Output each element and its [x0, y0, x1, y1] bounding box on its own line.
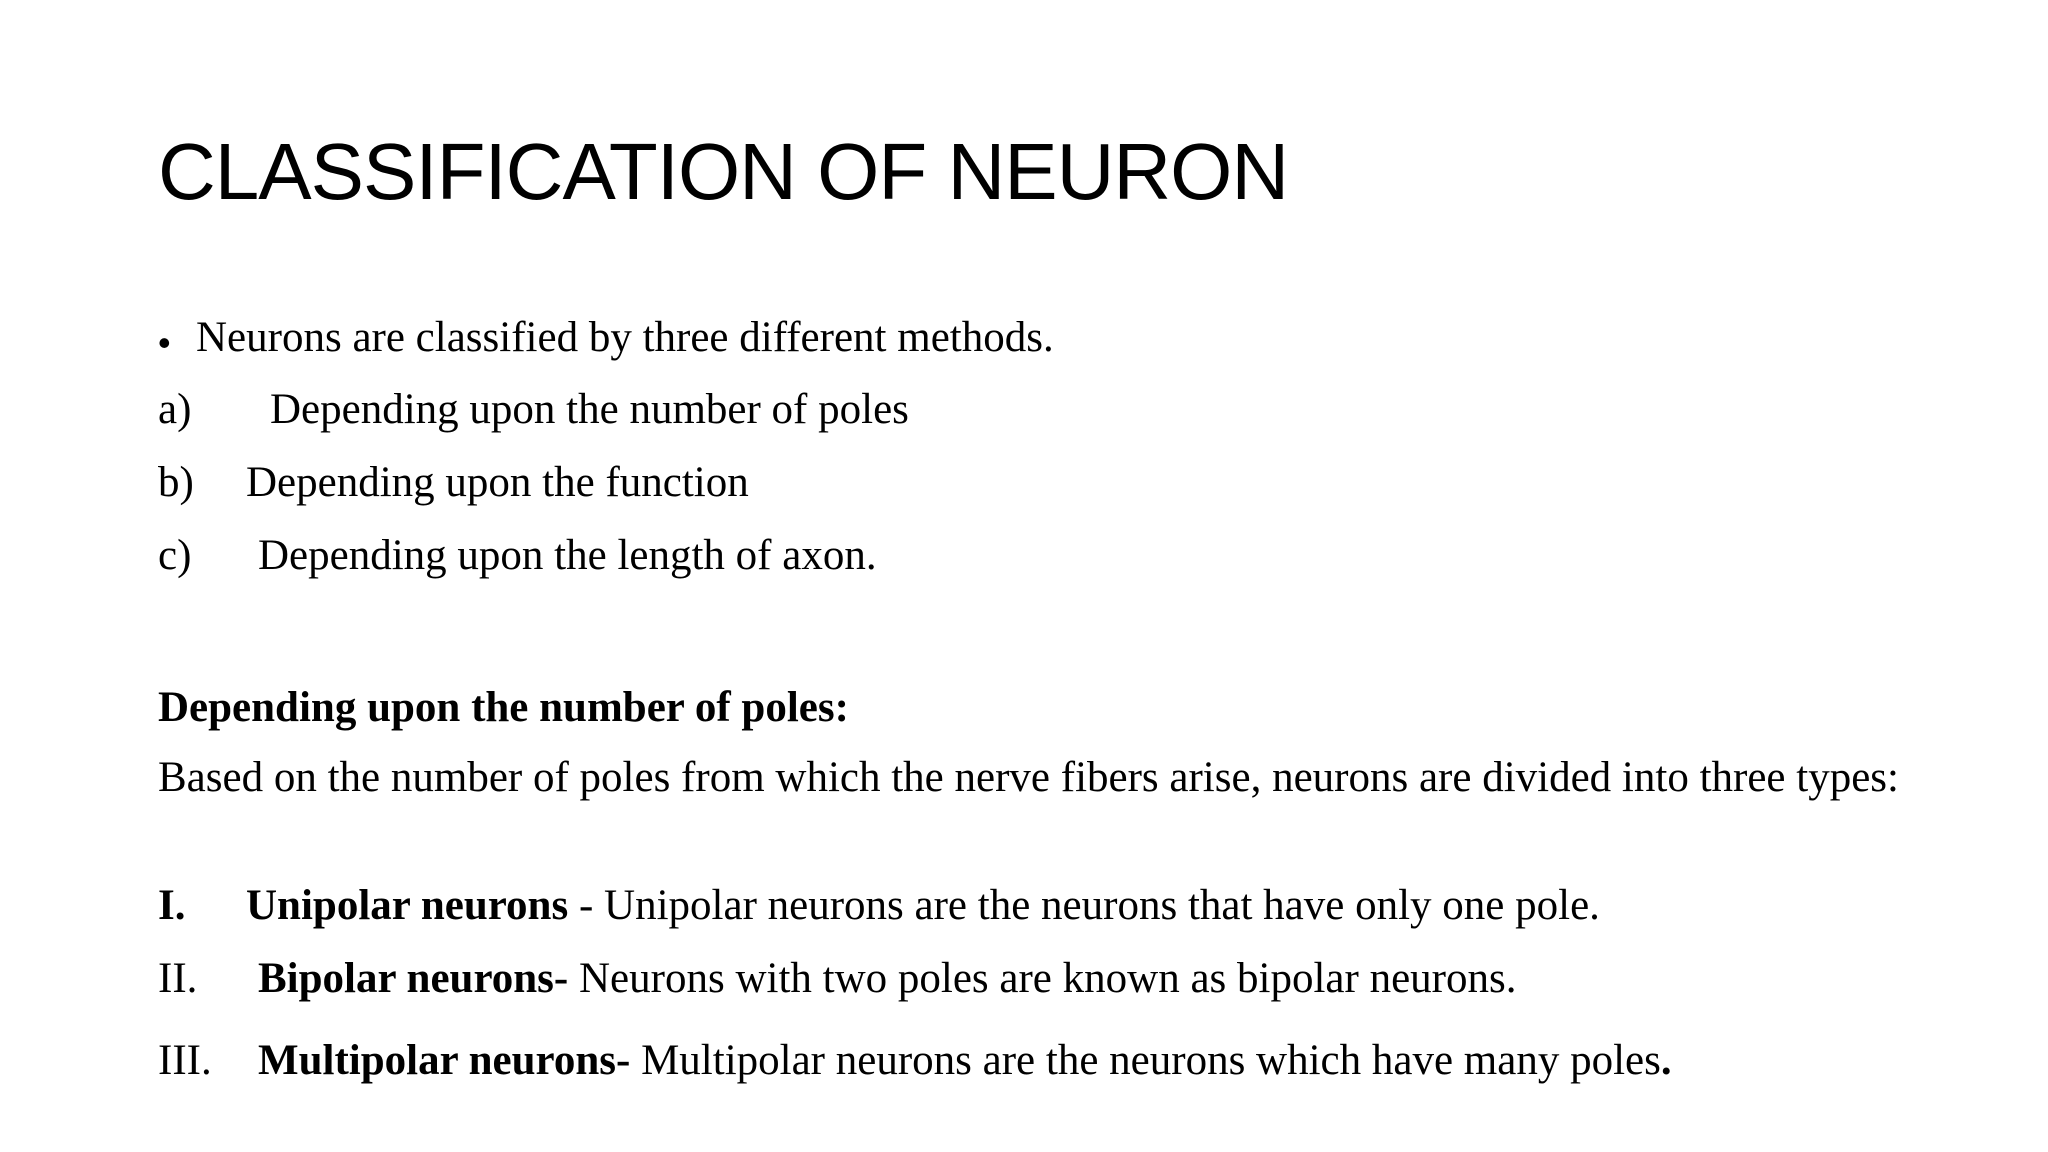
- method-text: Depending upon the function: [246, 459, 749, 506]
- method-marker: c): [158, 532, 192, 579]
- method-text: Depending upon the number of poles: [270, 386, 909, 433]
- type-marker: II.: [158, 955, 198, 1002]
- type-description: - Unipolar neurons are the neurons that have only one pole.: [568, 882, 1600, 929]
- slide-title: CLASSIFICATION OF NEURON: [158, 127, 1289, 216]
- section-heading: Depending upon the number of poles:: [158, 684, 849, 731]
- type-marker: III.: [158, 1037, 212, 1084]
- intro-bullet-text: Neurons are classified by three different methods.: [196, 314, 1054, 361]
- type-description: Multipolar neurons are the neurons which have many poles: [630, 1037, 1661, 1084]
- method-text: Depending upon the length of axon.: [258, 532, 877, 579]
- type-name: Bipolar neurons-: [258, 955, 569, 1002]
- type-description: Neurons with two poles are known as bipolar neurons.: [568, 955, 1517, 1002]
- type-marker: I.: [158, 882, 186, 929]
- method-marker: a): [158, 386, 192, 433]
- type-name: Unipolar neurons: [246, 882, 569, 929]
- type-end-punctuation: .: [1660, 1037, 1672, 1084]
- type-name: Multipolar neurons-: [258, 1037, 631, 1084]
- section-paragraph: Based on the number of poles from which the nerve fibers arise, neurons are divided into three types:: [158, 754, 1899, 801]
- bullet-dot-icon: •: [158, 322, 171, 363]
- method-marker: b): [158, 459, 194, 506]
